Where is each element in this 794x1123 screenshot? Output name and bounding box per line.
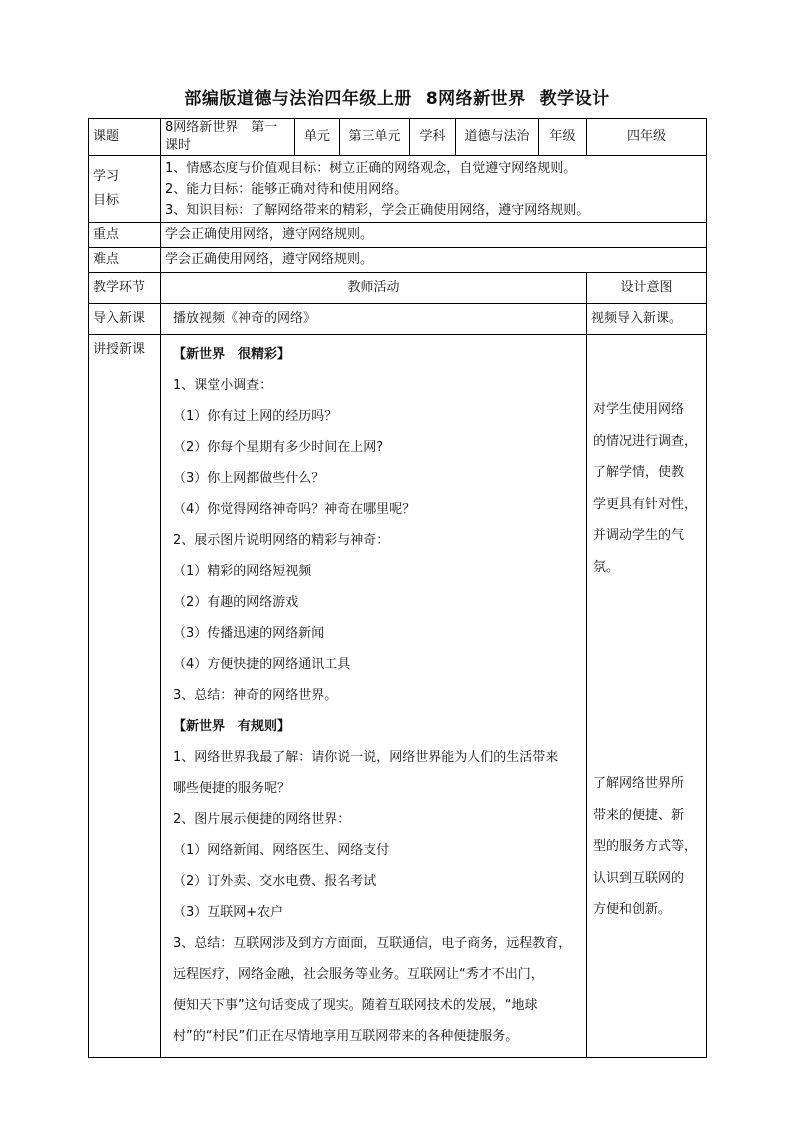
intro-stage: 导入新课 — [89, 304, 161, 335]
main-activity — [161, 335, 587, 1058]
intent-line: 的情况进行调查， — [593, 433, 698, 449]
header-row — [89, 119, 707, 156]
intro-row — [89, 304, 707, 335]
main-stage: 讲授新课 — [89, 335, 161, 1058]
intent-line: 并调动学生的气 — [593, 528, 685, 543]
activity-line: 1、课堂小调查： — [173, 378, 273, 393]
intent-line: 方便和创新。 — [593, 902, 672, 917]
activity-line: （2）订外卖、交水电费、报名考试 — [173, 874, 377, 889]
difficulty-value: 学会正确使用网络，遵守网络规则。 — [161, 248, 707, 273]
key-point-label: 重点 — [89, 223, 161, 248]
title-part-2: 8网络新世界 — [425, 89, 526, 109]
course-value: 8网络新世界 第一课时 — [161, 119, 295, 156]
unit-value: 第三单元 — [340, 119, 410, 156]
activity-line: 哪些便捷的服务呢？ — [173, 781, 291, 796]
activity-line: （3）传播迅速的网络新闻 — [173, 626, 325, 641]
intent-line: 带来的便捷、新 — [593, 807, 685, 823]
activity-line: （1）网络新闻、网络医生、网络支付 — [173, 843, 390, 858]
activity-line: 2、图片展示便捷的网络世界： — [173, 812, 351, 827]
main-intent — [587, 335, 707, 1058]
activity-line: （3）互联网+农户 — [173, 905, 284, 920]
activity-line: （1）精彩的网络短视频 — [173, 564, 312, 579]
goals-label: 学习目标 — [89, 156, 161, 223]
activity-column-header: 教师活动 — [161, 273, 587, 304]
goal-item: 3、知识目标：了解网络带来的精彩，学会正确使用网络，遵守网络规则。 — [165, 202, 590, 218]
activity-line: （3）你上网都做些什么？ — [173, 471, 325, 486]
intent-line: 认识到互联网的 — [593, 870, 685, 886]
key-point-value: 学会正确使用网络，遵守网络规则。 — [161, 223, 707, 248]
difficulty-label: 难点 — [89, 248, 161, 273]
activity-line: 村”的“村民”们正在尽情地享用互联网带来的各种便捷服务。 — [173, 1029, 519, 1044]
intent-line: 了解网络世界所 — [593, 776, 685, 791]
document-title — [0, 84, 794, 109]
grade-value: 四年级 — [587, 119, 707, 156]
subject-value: 道德与法治 — [456, 119, 539, 156]
intent-line: 对学生使用网络 — [593, 402, 685, 417]
course-label: 课题 — [89, 119, 161, 156]
intent-line: 学更具有针对性， — [593, 496, 698, 512]
section-heading: 【新世界 很精彩】 — [173, 347, 291, 362]
column-header-row — [89, 273, 707, 304]
activity-line: 1、网络世界我最了解：请你说一说，网络世界能为人们的生活带来 — [173, 750, 559, 765]
intent-block-2 — [593, 768, 702, 926]
activity-line: 3、总结：互联网涉及到方方面面，互联通信，电子商务，远程教育， — [173, 936, 572, 951]
lesson-plan-table — [88, 118, 707, 1058]
goals-row — [89, 156, 707, 223]
intent-line: 了解学情，使教 — [593, 465, 685, 480]
goals-list — [161, 156, 707, 223]
activity-line: 远程医疗，网络金融，社会服务等业务。互联网让“秀才不出门， — [173, 967, 544, 982]
subject-label: 学科 — [410, 119, 456, 156]
intent-block-1 — [593, 394, 702, 583]
intent-column-header: 设计意图 — [587, 273, 707, 304]
intro-intent: 视频导入新课。 — [587, 304, 707, 335]
goal-item: 2、能力目标：能够正确对待和使用网络。 — [165, 181, 408, 197]
intent-line: 型的服务方式等， — [593, 839, 698, 854]
activity-line: （4）方便快捷的网络通讯工具 — [173, 657, 351, 672]
section-heading: 【新世界 有规则】 — [173, 719, 291, 734]
activity-line: （4）你觉得网络神奇吗？神奇在哪里呢？ — [173, 502, 416, 517]
title-part-3: 教学设计 — [539, 89, 610, 109]
grade-label: 年级 — [539, 119, 587, 156]
activity-line: （1）你有过上网的经历吗？ — [173, 409, 338, 424]
activity-line: 2、展示图片说明网络的精彩与神奇： — [173, 533, 390, 548]
goal-item: 1、情感态度与价值观目标：树立正确的网络观念，自觉遵守网络规则。 — [165, 160, 577, 176]
activity-line: 便知天下事”这句话变成了现实。随着互联网技术的发展，“地球 — [173, 998, 538, 1013]
intro-activity: 播放视频《神奇的网络》 — [161, 304, 587, 335]
activity-line: （2）有趣的网络游戏 — [173, 595, 299, 610]
unit-label: 单元 — [295, 119, 340, 156]
difficulty-row — [89, 248, 707, 273]
activity-line: 3、总结：神奇的网络世界。 — [173, 688, 338, 703]
stage-column-header: 教学环节 — [89, 273, 161, 304]
main-row — [89, 335, 707, 1058]
title-part-1: 部编版道德与法治四年级上册 — [184, 89, 412, 109]
intent-line: 氛。 — [593, 559, 620, 575]
key-point-row — [89, 223, 707, 248]
activity-line: （2）你每个星期有多少时间在上网? — [173, 440, 384, 455]
